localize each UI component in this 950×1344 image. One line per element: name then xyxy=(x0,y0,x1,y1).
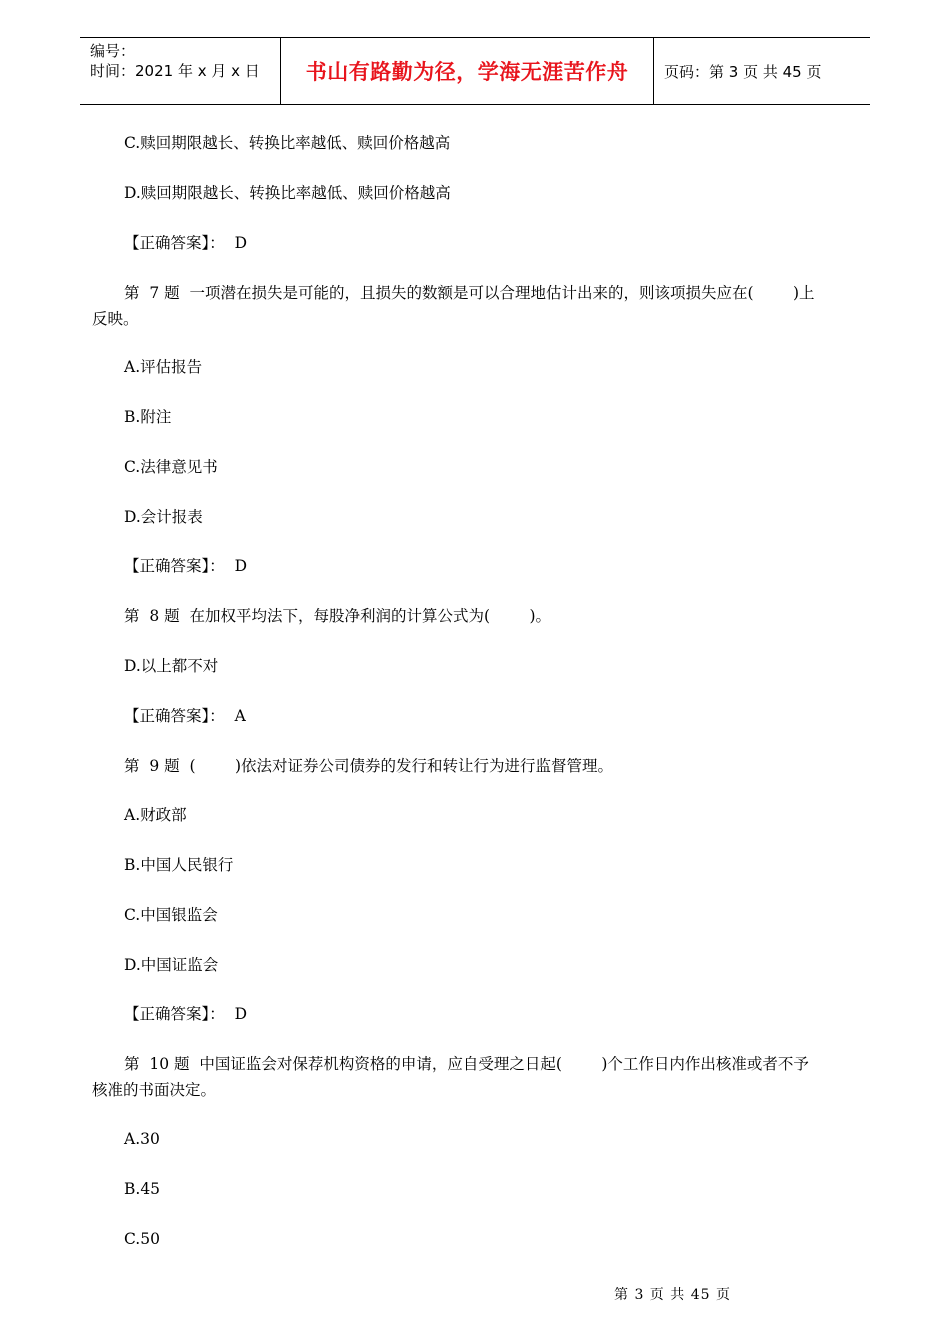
header-meta xyxy=(80,38,281,104)
option-a-q9: A.财政部 xyxy=(124,806,187,824)
answer-q9: 【正确答案】： D xyxy=(124,1005,248,1023)
answer-q7: 【正确答案】： D xyxy=(124,557,248,575)
header-motto-cell xyxy=(281,38,654,104)
option-c-q6: C.赎回期限越长、转换比率越低、赎回价格越高 xyxy=(124,134,451,152)
option-c-q9: C.中国银监会 xyxy=(124,906,218,924)
header-motto: 书山有路勤为径，学海无涯苦作舟 xyxy=(305,59,629,84)
question-10: 第 10 题 中国证监会对保荐机构资格的申请，应自受理之日起( )个工作日内作出核准或者不予 xyxy=(124,1055,809,1073)
header-page-cell xyxy=(654,38,870,104)
page-header xyxy=(80,37,870,105)
question-9: 第 9 题 ( )依法对证券公司债券的发行和转让行为进行监督管理。 xyxy=(124,757,614,775)
header-page-number: 页码：第 3 页 共 45 页 xyxy=(664,62,822,81)
document-date-label: 时间：2021 年 x 月 x 日 xyxy=(90,62,260,80)
option-b-q9: B.中国人民银行 xyxy=(124,856,234,874)
option-a-q10: A.30 xyxy=(124,1130,160,1148)
question-7-continued: 反映。 xyxy=(92,310,139,328)
question-8: 第 8 题 在加权平均法下，每股净利润的计算公式为( )。 xyxy=(124,607,552,625)
option-d-q9: D.中国证监会 xyxy=(124,956,219,974)
answer-q6: 【正确答案】： D xyxy=(124,234,248,252)
option-c-q7: C.法律意见书 xyxy=(124,458,218,476)
page-footer: 第 3 页 共 45 页 xyxy=(614,1287,731,1303)
option-b-q7: B.附注 xyxy=(124,408,172,426)
option-d-q7: D.会计报表 xyxy=(124,508,203,526)
answer-q8: 【正确答案】： A xyxy=(124,707,246,725)
option-b-q10: B.45 xyxy=(124,1180,161,1198)
option-d-q6: D.赎回期限越长、转换比率越低、赎回价格越高 xyxy=(124,184,451,202)
option-d-q8: D.以上都不对 xyxy=(124,657,219,675)
question-7: 第 7 题 一项潜在损失是可能的，且损失的数额是可以合理地估计出来的，则该项损失应在( )上 xyxy=(124,284,815,302)
question-10-continued: 核准的书面决定。 xyxy=(92,1081,217,1099)
option-a-q7: A.评估报告 xyxy=(124,358,203,376)
document-number-label: 编号： xyxy=(90,42,136,60)
option-c-q10: C.50 xyxy=(124,1230,160,1248)
